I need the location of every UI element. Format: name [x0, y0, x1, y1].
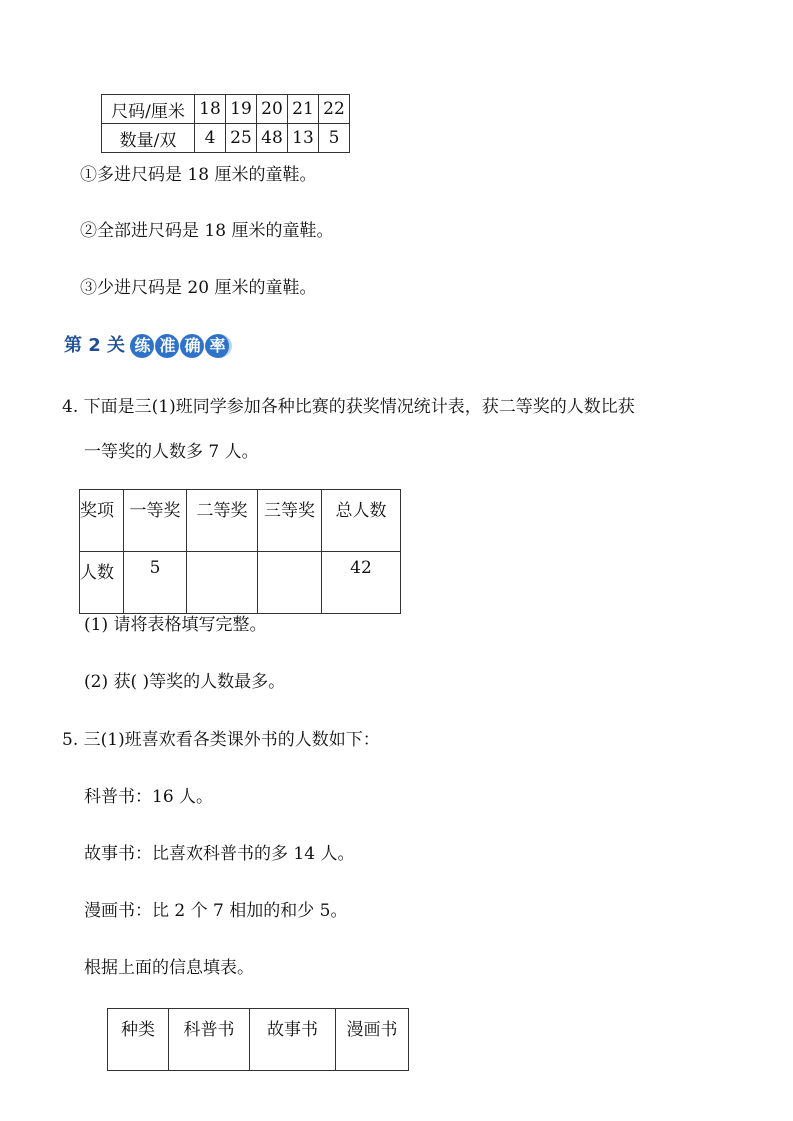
- q5-intro: 5. 三(1)班喜欢看各类课外书的人数如下：: [62, 730, 380, 750]
- header-cell: 漫画书: [336, 1009, 409, 1071]
- header-cell: 科普书: [169, 1009, 250, 1071]
- count-cell: 42: [322, 552, 401, 614]
- q5-item-3: 漫画书：比 2 个 7 相加的和少 5。: [84, 901, 348, 921]
- row-label-count: 人数: [80, 552, 124, 614]
- option-3: ③少进尺码是 20 厘米的童鞋。: [80, 278, 317, 298]
- qty-cell: 13: [288, 124, 319, 153]
- size-cell: 18: [195, 95, 226, 124]
- qty-cell: 48: [257, 124, 288, 153]
- size-cell: 20: [257, 95, 288, 124]
- level-char: 确: [180, 334, 204, 358]
- q4-line2: 一等奖的人数多 7 人。: [84, 442, 259, 462]
- q5-instruction: 根据上面的信息填表。: [84, 958, 254, 978]
- level-title: 第 2 关: [64, 335, 126, 356]
- count-cell-empty[interactable]: [258, 552, 322, 614]
- level-char: 准: [155, 334, 179, 358]
- header-cell: 故事书: [250, 1009, 336, 1071]
- q4-sub2: (2) 获( )等奖的人数最多。: [84, 672, 286, 692]
- header-cell: 总人数: [322, 490, 401, 552]
- shoe-size-table: [101, 94, 350, 153]
- header-cell: 一等奖: [124, 490, 187, 552]
- header-cell: 奖项: [80, 490, 124, 552]
- size-cell: 19: [226, 95, 257, 124]
- header-cell: 二等奖: [187, 490, 258, 552]
- row-label-qty: 数量/双: [102, 124, 195, 153]
- size-cell: 21: [288, 95, 319, 124]
- table-row: [80, 490, 401, 552]
- size-cell: 22: [319, 95, 350, 124]
- level-char: 练: [130, 334, 154, 358]
- table-row: [102, 95, 350, 124]
- qty-cell: 5: [319, 124, 350, 153]
- table-row: [108, 1009, 409, 1071]
- header-cell: 种类: [108, 1009, 169, 1071]
- count-cell-empty[interactable]: [187, 552, 258, 614]
- level-char: 率: [205, 334, 232, 358]
- header-cell: 三等奖: [258, 490, 322, 552]
- option-1: ①多进尺码是 18 厘米的童鞋。: [80, 165, 317, 185]
- table-row: [102, 124, 350, 153]
- q5-item-1: 科普书：16 人。: [84, 787, 214, 807]
- level-banner: [64, 331, 233, 358]
- qty-cell: 25: [226, 124, 257, 153]
- award-table: [79, 489, 401, 614]
- option-2: ②全部进尺码是 18 厘米的童鞋。: [80, 221, 334, 241]
- qty-cell: 4: [195, 124, 226, 153]
- q4-sub1: (1) 请将表格填写完整。: [84, 615, 267, 635]
- row-label-size: 尺码/厘米: [102, 95, 195, 124]
- q4-line1: 4. 下面是三(1)班同学参加各种比赛的获奖情况统计表，获二等奖的人数比获: [62, 397, 635, 417]
- table-row: [80, 552, 401, 614]
- q5-item-2: 故事书：比喜欢科普书的多 14 人。: [84, 844, 355, 864]
- book-table: [107, 1008, 409, 1071]
- count-cell: 5: [124, 552, 187, 614]
